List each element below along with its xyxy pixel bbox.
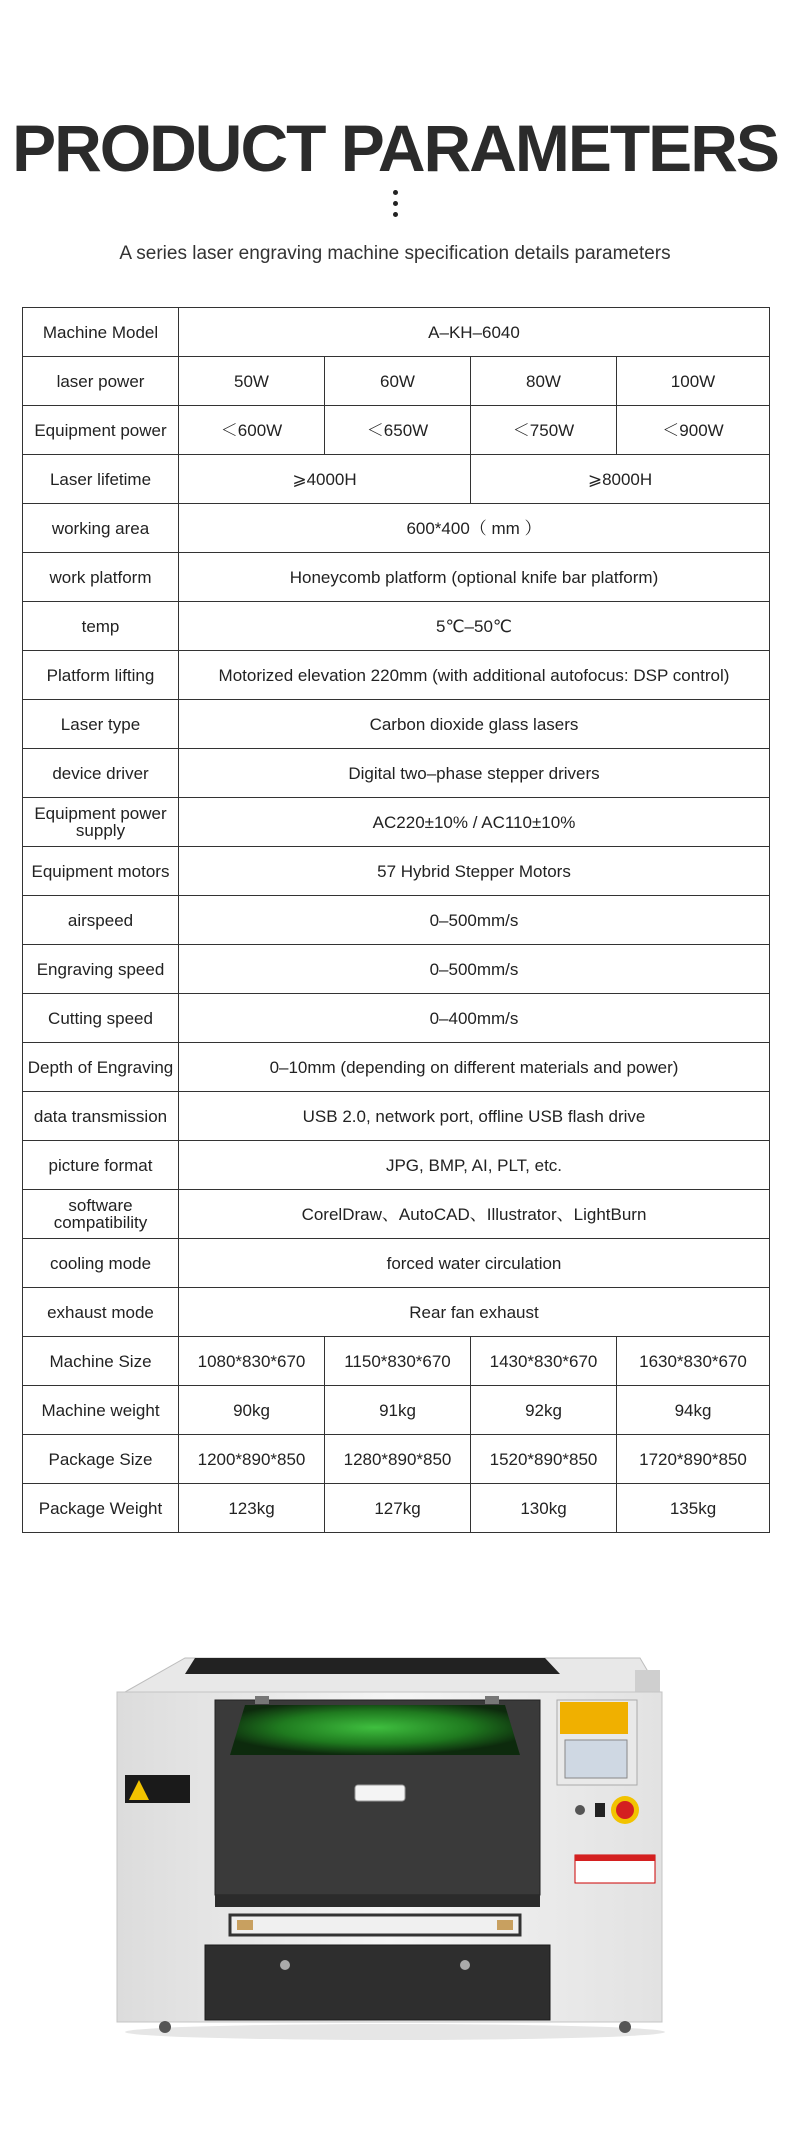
slot-latch-left — [237, 1920, 253, 1930]
row-label: Laser type — [23, 700, 179, 749]
hinge-right — [485, 1696, 499, 1704]
row-label: Equipment motors — [23, 847, 179, 896]
table-row — [23, 896, 770, 945]
cell-value: ＜650W — [325, 406, 471, 455]
table-row — [23, 504, 770, 553]
cell-value: 91kg — [325, 1386, 471, 1435]
row-label: Machine weight — [23, 1386, 179, 1435]
cell-value: 90kg — [179, 1386, 325, 1435]
table-row — [23, 945, 770, 994]
table-row — [23, 602, 770, 651]
row-value: 0–500mm/s — [179, 896, 770, 945]
spec-table — [22, 307, 770, 1533]
row-value: USB 2.0, network port, offline USB flash drive — [179, 1092, 770, 1141]
cell-value: 92kg — [471, 1386, 617, 1435]
table-row — [23, 406, 770, 455]
row-label: cooling mode — [23, 1239, 179, 1288]
row-value: 600*400（ mm ） — [179, 504, 770, 553]
cell-value: ⩾8000H — [471, 455, 770, 504]
cell-value: 1630*830*670 — [617, 1337, 770, 1386]
lid-window — [230, 1705, 520, 1755]
row-label: laser power — [23, 357, 179, 406]
cell-value: 1150*830*670 — [325, 1337, 471, 1386]
table-row — [23, 1337, 770, 1386]
laser-engraver-machine-image — [105, 1640, 685, 2040]
row-value: Motorized elevation 220mm (with additional autofocus: DSP control) — [179, 651, 770, 700]
page-subtitle: A series laser engraving machine specification details parameters — [119, 243, 671, 264]
row-label: temp — [23, 602, 179, 651]
lower-door — [205, 1945, 550, 2020]
row-value: 0–400mm/s — [179, 994, 770, 1043]
separator-dots — [390, 190, 400, 223]
table-row — [23, 1141, 770, 1190]
row-value: Digital two–phase stepper drivers — [179, 749, 770, 798]
table-row — [23, 1386, 770, 1435]
row-value: AC220±10% / AC110±10% — [179, 798, 770, 847]
row-value: 0–500mm/s — [179, 945, 770, 994]
table-row — [23, 798, 770, 847]
cell-value: 100W — [617, 357, 770, 406]
cell-value: 1080*830*670 — [179, 1337, 325, 1386]
table-row — [23, 1043, 770, 1092]
danger-label-bar — [575, 1855, 655, 1861]
row-value: 0–10mm (depending on different materials and power) — [179, 1043, 770, 1092]
cell-value: 1200*890*850 — [179, 1435, 325, 1484]
table-row — [23, 994, 770, 1043]
lid-handle — [355, 1785, 405, 1801]
table-row — [23, 1435, 770, 1484]
row-value: forced water circulation — [179, 1239, 770, 1288]
row-label: work platform — [23, 553, 179, 602]
table-row — [23, 847, 770, 896]
warning-sticker — [125, 1775, 190, 1803]
ce-mark — [575, 1805, 585, 1815]
table-row — [23, 308, 770, 357]
row-value: JPG, BMP, AI, PLT, etc. — [179, 1141, 770, 1190]
control-sticker — [560, 1702, 628, 1734]
stop-button-core — [616, 1801, 634, 1819]
row-label: data transmission — [23, 1092, 179, 1141]
row-value: 5℃–50℃ — [179, 602, 770, 651]
row-label: Equipment power — [23, 406, 179, 455]
row-label: working area — [23, 504, 179, 553]
row-value: Carbon dioxide glass lasers — [179, 700, 770, 749]
door-screw-right — [460, 1960, 470, 1970]
row-label: Equipment power supply — [23, 798, 179, 847]
table-row — [23, 651, 770, 700]
control-display — [565, 1740, 627, 1778]
table-row — [23, 700, 770, 749]
cell-value: 80W — [471, 357, 617, 406]
machine-top-dark — [185, 1658, 560, 1674]
cell-value: 1720*890*850 — [617, 1435, 770, 1484]
cell-value: 130kg — [471, 1484, 617, 1533]
row-value: CorelDraw、AutoCAD、Illustrator、LightBurn — [179, 1190, 770, 1239]
row-label: Platform lifting — [23, 651, 179, 700]
door-screw-left — [280, 1960, 290, 1970]
row-value: Honeycomb platform (optional knife bar platform) — [179, 553, 770, 602]
row-label: exhaust mode — [23, 1288, 179, 1337]
machine-shadow — [125, 2024, 665, 2040]
wheel-right — [619, 2021, 631, 2033]
table-row — [23, 749, 770, 798]
table-row — [23, 553, 770, 602]
row-label: Machine Size — [23, 1337, 179, 1386]
row-label: Engraving speed — [23, 945, 179, 994]
cell-value: 1430*830*670 — [471, 1337, 617, 1386]
row-label: Depth of Engraving — [23, 1043, 179, 1092]
table-row — [23, 1190, 770, 1239]
row-label: Laser lifetime — [23, 455, 179, 504]
row-label: picture format — [23, 1141, 179, 1190]
slot-latch-right — [497, 1920, 513, 1930]
row-label: Cutting speed — [23, 994, 179, 1043]
cell-value: ＜900W — [617, 406, 770, 455]
table-row — [23, 1288, 770, 1337]
row-value: 57 Hybrid Stepper Motors — [179, 847, 770, 896]
cell-value: 1280*890*850 — [325, 1435, 471, 1484]
hinge-left — [255, 1696, 269, 1704]
cell-value: 127kg — [325, 1484, 471, 1533]
pass-through-slot — [230, 1915, 520, 1935]
row-label: device driver — [23, 749, 179, 798]
table-row — [23, 357, 770, 406]
cell-value: 60W — [325, 357, 471, 406]
cell-value: 1520*890*850 — [471, 1435, 617, 1484]
table-row — [23, 1092, 770, 1141]
cell-value: ＜750W — [471, 406, 617, 455]
page-title: PRODUCT PARAMETERS — [12, 111, 778, 185]
cell-value: 50W — [179, 357, 325, 406]
row-label: Package Size — [23, 1435, 179, 1484]
table-row — [23, 1239, 770, 1288]
row-label: software compatibility — [23, 1190, 179, 1239]
row-label: airspeed — [23, 896, 179, 945]
row-value: A–KH–6040 — [179, 308, 770, 357]
cell-value: ⩾4000H — [179, 455, 471, 504]
table-row — [23, 1484, 770, 1533]
front-bar — [215, 1895, 540, 1907]
cell-value: 123kg — [179, 1484, 325, 1533]
cell-value: 94kg — [617, 1386, 770, 1435]
row-label: Package Weight — [23, 1484, 179, 1533]
table-row — [23, 455, 770, 504]
wheel-left — [159, 2021, 171, 2033]
row-value: Rear fan exhaust — [179, 1288, 770, 1337]
cell-value: 135kg — [617, 1484, 770, 1533]
row-label: Machine Model — [23, 308, 179, 357]
cell-value: ＜600W — [179, 406, 325, 455]
power-switch — [595, 1803, 605, 1817]
